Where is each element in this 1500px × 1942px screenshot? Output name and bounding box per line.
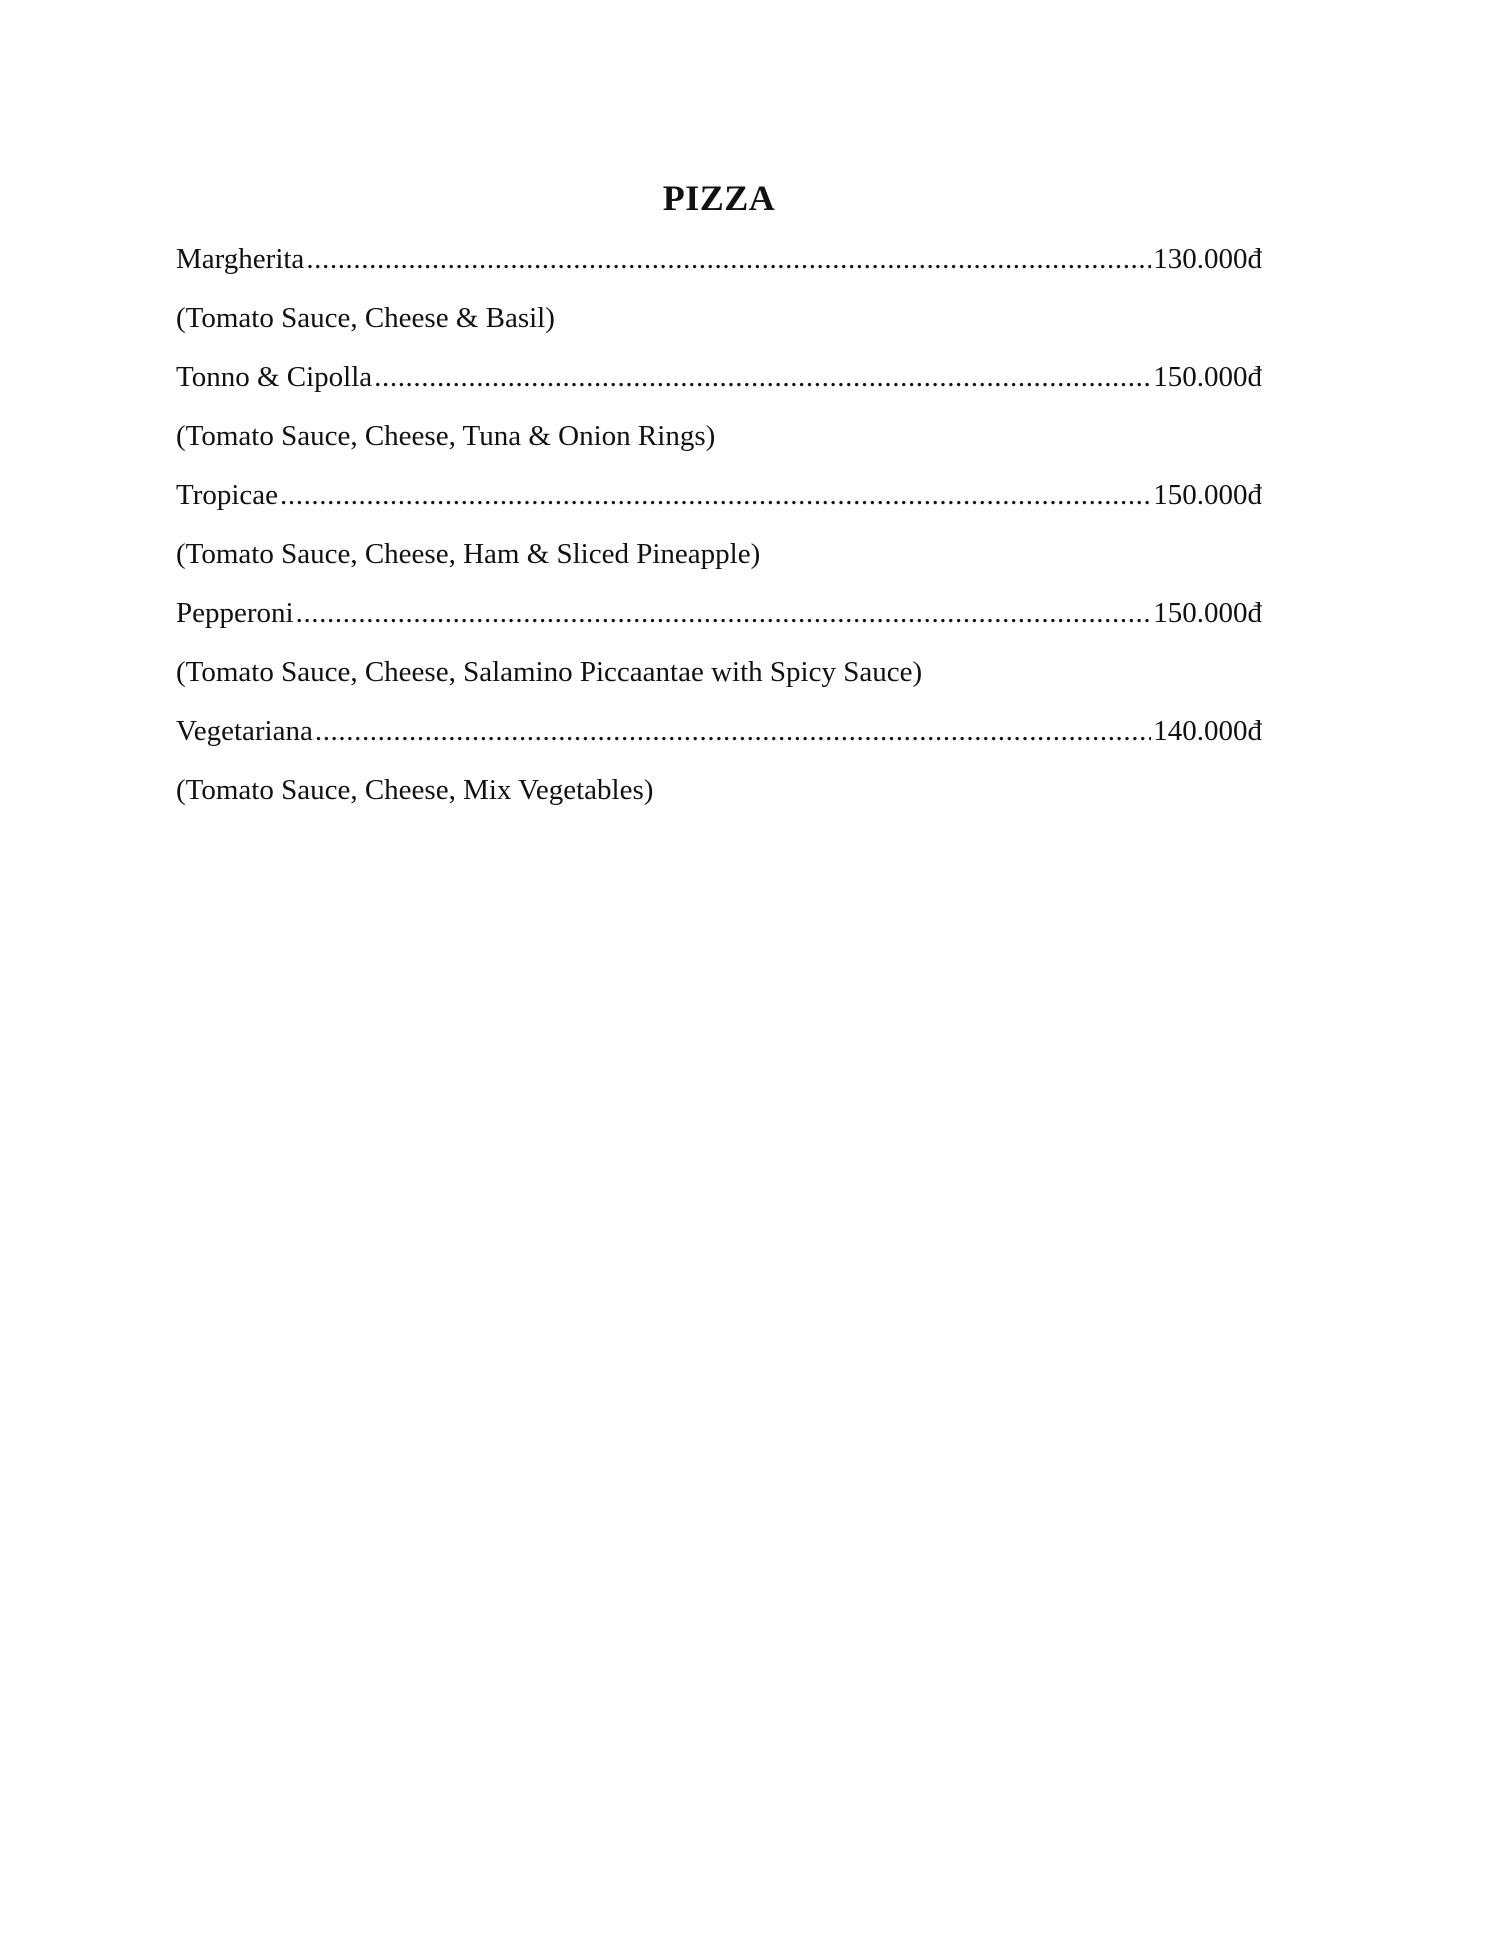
- item-price: 150.000đ: [1153, 597, 1262, 629]
- menu-page: [176, 170, 1262, 820]
- item-name: Vegetariana: [176, 715, 313, 747]
- item-price: 150.000đ: [1153, 361, 1262, 393]
- item-description: (Tomato Sauce, Cheese, Mix Vegetables): [176, 774, 654, 806]
- item-name: Tropicae: [176, 479, 279, 511]
- item-name: Tonno & Cipolla: [176, 361, 373, 393]
- item-description: (Tomato Sauce, Cheese, Salamino Piccaantae with Spicy Sauce): [176, 656, 923, 688]
- menu-item-pepperoni: [176, 584, 1262, 702]
- item-line: [176, 348, 1262, 407]
- item-price: 140.000đ: [1153, 715, 1262, 747]
- dot-leader: [306, 230, 1151, 289]
- item-price: 150.000đ: [1153, 479, 1262, 511]
- item-description: (Tomato Sauce, Cheese, Tuna & Onion Rings): [176, 420, 716, 452]
- dot-leader: [374, 348, 1151, 407]
- menu-item-vegetariana: [176, 702, 1262, 820]
- item-description: (Tomato Sauce, Cheese & Basil): [176, 302, 555, 334]
- item-name: Pepperoni: [176, 597, 294, 629]
- menu-list: [176, 230, 1262, 820]
- item-line: [176, 584, 1262, 643]
- item-name: Margherita: [176, 243, 305, 275]
- section-title: PIZZA: [662, 178, 776, 218]
- menu-item-tropicae: [176, 466, 1262, 584]
- item-line: [176, 230, 1262, 289]
- item-line: [176, 702, 1262, 761]
- dot-leader: [296, 584, 1152, 643]
- dot-leader: [280, 466, 1151, 525]
- menu-item-tonno-cipolla: [176, 348, 1262, 466]
- item-line: [176, 466, 1262, 525]
- item-description: (Tomato Sauce, Cheese, Ham & Sliced Pineapple): [176, 538, 761, 570]
- menu-item-margherita: [176, 230, 1262, 348]
- item-price: 130.000đ: [1153, 243, 1262, 275]
- dot-leader: [315, 702, 1151, 761]
